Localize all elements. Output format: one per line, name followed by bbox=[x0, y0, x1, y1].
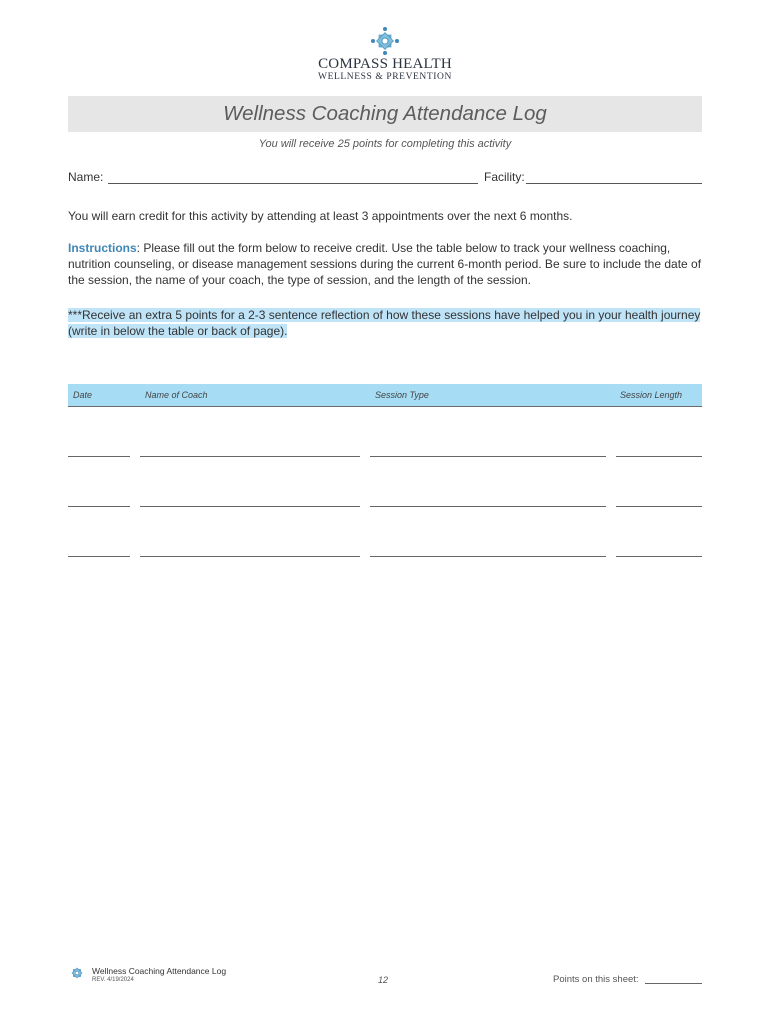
session-type-field[interactable] bbox=[370, 456, 606, 457]
extra-points-text: ***Receive an extra 5 points for a 2-3 sentence reflection of how these sessions have helped you in your health journey (write in below the table or back of page). bbox=[68, 308, 701, 338]
compass-star-icon bbox=[370, 26, 400, 56]
date-field[interactable] bbox=[68, 556, 130, 557]
date-field[interactable] bbox=[68, 506, 130, 507]
footer-revision: REV. 4/19/2024 bbox=[92, 977, 134, 983]
column-session-type: Session Type bbox=[375, 390, 429, 400]
facility-field[interactable] bbox=[526, 183, 702, 184]
footer-title: Wellness Coaching Attendance Log bbox=[92, 966, 227, 976]
table-header bbox=[68, 384, 702, 407]
footer-compass-icon bbox=[68, 964, 86, 982]
brand-name: COMPASS HEALTH bbox=[318, 56, 452, 72]
points-label: Points on this sheet: bbox=[553, 974, 639, 985]
session-length-field[interactable] bbox=[616, 456, 702, 457]
facility-label: Facility: bbox=[484, 170, 525, 184]
table-row bbox=[68, 456, 702, 457]
points-field[interactable] bbox=[645, 983, 702, 984]
date-field[interactable] bbox=[68, 456, 130, 457]
name-label: Name: bbox=[68, 170, 104, 184]
coach-field[interactable] bbox=[140, 506, 360, 507]
session-type-field[interactable] bbox=[370, 506, 606, 507]
page-number: 12 bbox=[378, 975, 389, 985]
table-row bbox=[68, 556, 702, 557]
instructions-text: : Please fill out the form below to receive credit. Use the table below to track your wellness coaching, nutrition counseling, or disease management sessions during the current 6-month period. Be sure to include the date of the session, the name of your coach, the type of session, and the length of the session. bbox=[68, 241, 702, 287]
session-length-field[interactable] bbox=[616, 506, 702, 507]
brand-logo bbox=[0, 26, 770, 83]
session-length-field[interactable] bbox=[616, 556, 702, 557]
table-row bbox=[68, 506, 702, 507]
brand-tagline: WELLNESS & PREVENTION bbox=[318, 72, 452, 82]
title-banner bbox=[68, 96, 702, 132]
column-date: Date bbox=[73, 390, 93, 400]
instructions-paragraph bbox=[68, 240, 702, 288]
session-type-field[interactable] bbox=[370, 556, 606, 557]
coach-field[interactable] bbox=[140, 556, 360, 557]
page-title: Wellness Coaching Attendance Log bbox=[223, 102, 547, 125]
column-session-length: Session Length bbox=[620, 390, 683, 400]
coach-field[interactable] bbox=[140, 456, 360, 457]
instructions-label: Instructions bbox=[68, 241, 137, 255]
name-field[interactable] bbox=[108, 183, 478, 184]
column-coach: Name of Coach bbox=[145, 390, 208, 400]
extra-points-note bbox=[68, 307, 702, 339]
credit-text: You will earn credit for this activity by attending at least 3 appointments over the next 6 months. bbox=[68, 209, 573, 223]
points-subtitle: You will receive 25 points for completing this activity bbox=[258, 138, 512, 150]
